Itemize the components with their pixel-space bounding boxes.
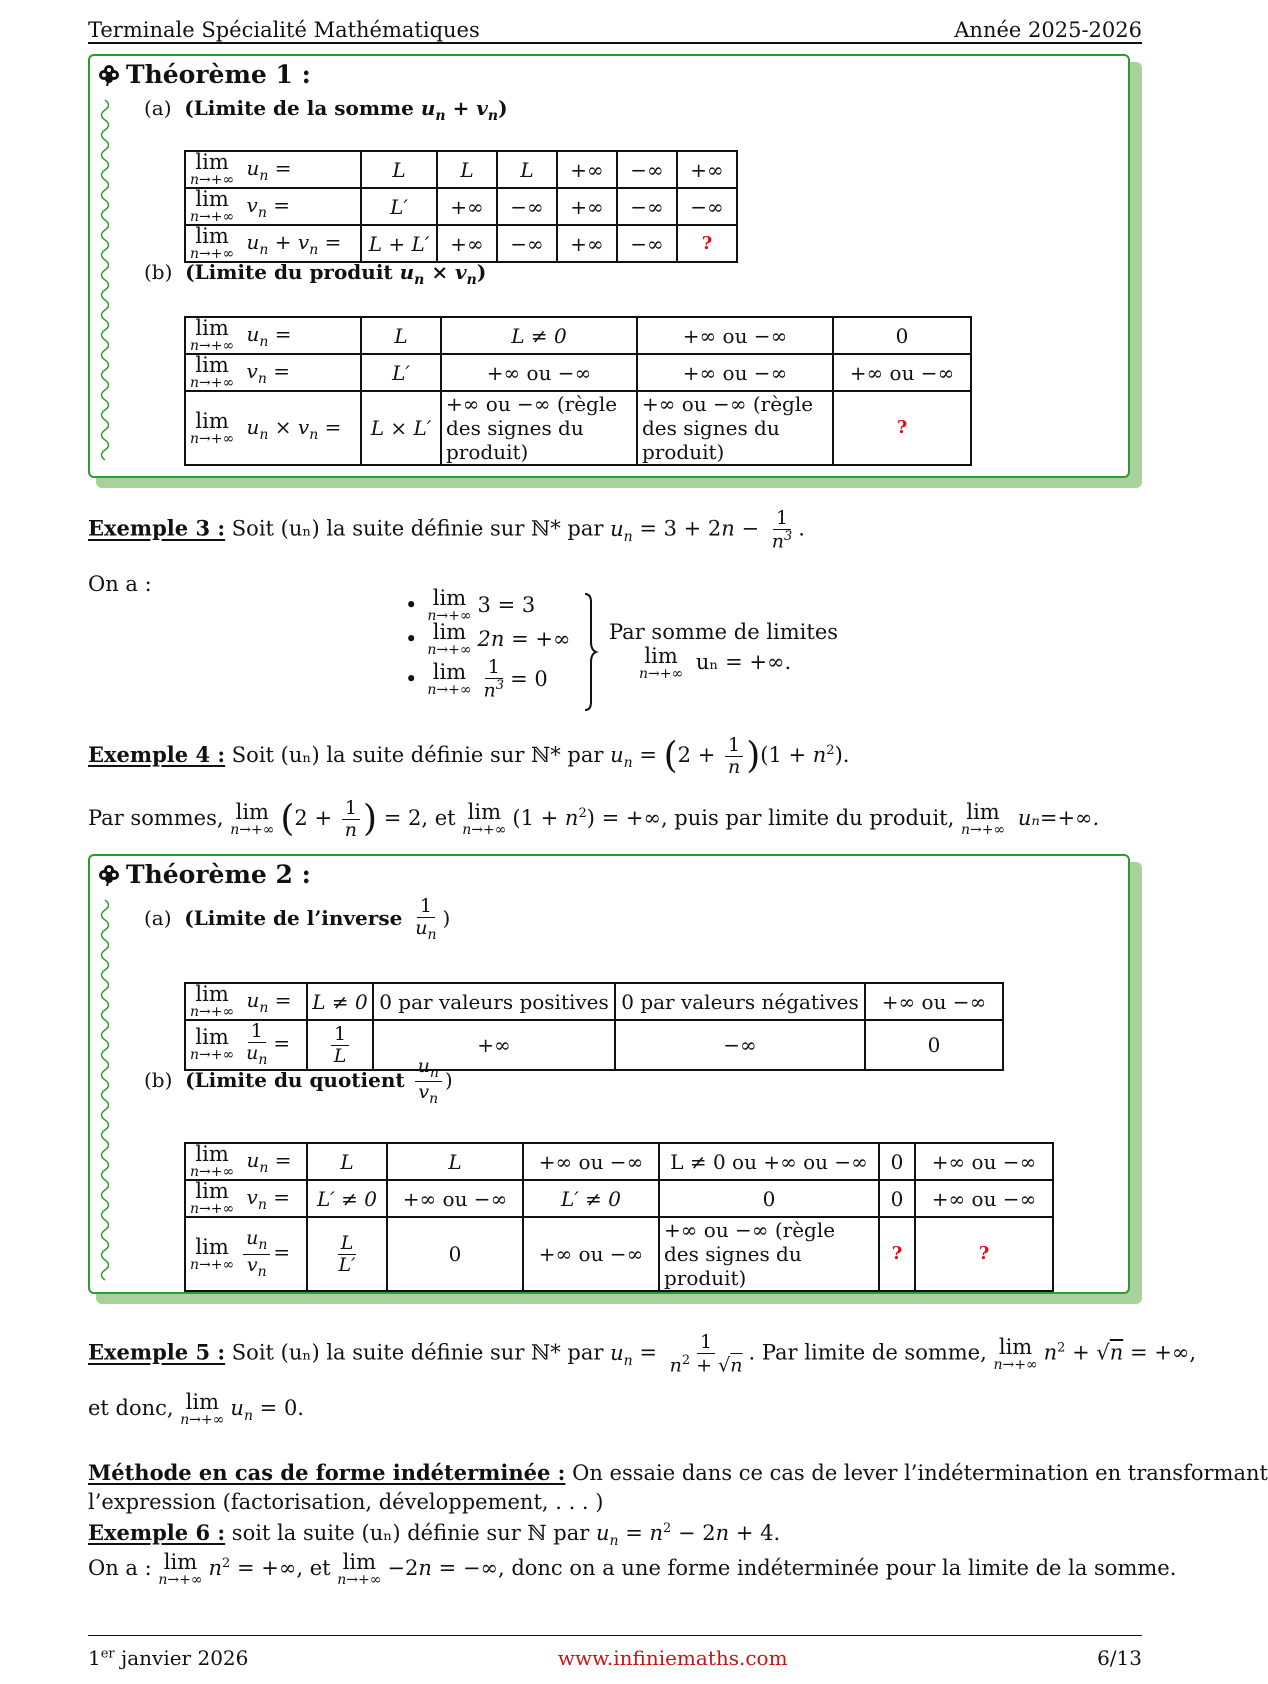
table-row: lim n→+∞ $u_n$ = L L L +∞ −∞ +∞ xyxy=(185,151,737,188)
course-title: Terminale Spécialité Mathématiques xyxy=(88,18,480,42)
table-row: lim n→+∞ $v_n$ = L′ +∞ −∞ +∞ −∞ −∞ xyxy=(185,188,737,225)
table-row: lim n→+∞ $v_n$ = L′ ≠ 0 +∞ ou −∞ L′ ≠ 0 0 0 +∞ ou −∞ xyxy=(185,1180,1053,1217)
example5-conclusion: et donc, lim n→+∞ $u_n = 0$. xyxy=(88,1390,304,1428)
quotient-limit-table xyxy=(184,1142,1054,1292)
theorem1-a-title: (a) (Limite de la somme $u_n + v_n$) xyxy=(144,96,508,124)
page-footer xyxy=(88,1635,1142,1670)
clover-icon xyxy=(98,64,120,86)
example6-statement: Exemple 6 : soit la suite (uₙ) définie sur ℕ par $u_n = n^2 - 2n + 4$. xyxy=(88,1520,781,1550)
zigzag-decoration xyxy=(98,100,112,466)
product-limit-table xyxy=(184,316,972,466)
example5-statement: Exemple 5 : Soit (uₙ) la suite définie sur ℕ* par $u_n$ = $\frac{1}{n^2 + √n}$ . Par limite de somme, lim n→+∞ $n^2 + √n$ = +∞, xyxy=(88,1331,1197,1377)
table-row: lim n→+∞ $u_n$ = L L ≠ 0 +∞ ou −∞ 0 xyxy=(185,317,971,354)
sum-limit-table xyxy=(184,150,738,263)
theorem1-title: Théorème 1 : xyxy=(98,60,311,89)
footer-date: 1er janvier 2026 xyxy=(88,1646,249,1670)
school-year: Année 2025-2026 xyxy=(954,18,1142,42)
list-item: • lim n→+∞ 3 = 3 xyxy=(405,585,536,624)
theorem2-box xyxy=(88,854,1130,1294)
example3-statement: Exemple 3 : Soit (uₙ) la suite définie sur ℕ* par $u_n = 3 + 2n$ − $\frac{1}{n^3}$ . xyxy=(88,507,805,553)
indeterminate-mark: ? xyxy=(833,391,971,465)
table-row: lim n→+∞ $u_n + v_n$ = L + L′ +∞ −∞ +∞ −∞ ? xyxy=(185,225,737,262)
table-row: lim n→+∞ $\frac{u_n}{v_n}$ = $\frac{L}{L'}$ 0 +∞ ou −∞ +∞ ou −∞ (règle des signes du produit) ? ? xyxy=(185,1217,1053,1291)
table-row: lim n→+∞ $u_n$ = L ≠ 0 0 par valeurs positives 0 par valeurs négatives +∞ ou −∞ xyxy=(185,983,1003,1020)
theorem2-title: Théorème 2 : xyxy=(98,860,311,889)
page-number: 6/13 xyxy=(1097,1646,1142,1670)
example3-on-a: On a : xyxy=(88,572,152,596)
website-link[interactable]: www.infiniemaths.com xyxy=(557,1646,788,1670)
right-brace xyxy=(583,592,597,712)
example6-conclusion: On a : lim n→+∞ $n^2$ = +∞, et lim n→+∞ −2n = −∞, donc on a une forme indéterminée pour la limite de la somme. xyxy=(88,1550,1177,1588)
indeterminate-mark: ? xyxy=(677,225,737,262)
table-row: lim n→+∞ $v_n$ = L′ +∞ ou −∞ +∞ ou −∞ +∞ ou −∞ xyxy=(185,354,971,391)
method-paragraph-line2: l’expression (factorisation, développement, . . . ) xyxy=(88,1490,604,1514)
zigzag-decoration xyxy=(98,900,112,1282)
theorem1-b-title: (b) (Limite du produit $u_n \times v_n$) xyxy=(144,260,487,288)
page-header xyxy=(88,12,1142,44)
list-item: • lim n→+∞ 2n = +∞ xyxy=(405,619,571,658)
indeterminate-mark: ? xyxy=(879,1217,915,1291)
theorem1-box xyxy=(88,54,1130,478)
example4-statement: Exemple 4 : Soit (uₙ) la suite définie sur ℕ* par $u_n = (2$ + $\frac{1}{n}$ )$(1 + n^2)$. xyxy=(88,734,850,778)
table-row: lim n→+∞ $\frac{1}{u_n}$ = $\frac{1}{L}$ +∞ −∞ 0 xyxy=(185,1020,1003,1070)
clover-icon xyxy=(98,864,120,886)
indeterminate-mark: ? xyxy=(915,1217,1053,1291)
list-item: • lim n→+∞ $\frac{1}{n^3}$ = 0 xyxy=(405,655,548,702)
example4-conclusion: Par sommes, lim n→+∞ (2 + $\frac{1}{n}$ ) = 2, et lim n→+∞ $(1 + n^2)$ = +∞, puis par limite du produit, lim n→+∞ uₙ=+∞. xyxy=(88,797,1100,841)
theorem2-a-title: (a) (Limite de l’inverse $\frac{1}{u_n}$ ) xyxy=(144,895,451,943)
example3-conclusion: Par somme de limites lim n→+∞ uₙ = +∞. xyxy=(609,620,839,682)
method-paragraph: Méthode en cas de forme indéterminée : On essaie dans ce cas de lever l’indétermination en transformant xyxy=(88,1460,1268,1485)
table-row: lim n→+∞ $u_n$ = L L +∞ ou −∞ L ≠ 0 ou +∞ ou −∞ 0 +∞ ou −∞ xyxy=(185,1143,1053,1180)
table-row: lim n→+∞ $u_n \times v_n$ = L × L′ +∞ ou −∞ (règle des signes du produit) +∞ ou −∞ (règle des signes du produit) ? xyxy=(185,391,971,465)
theorem2-b-title: (b) (Limite du quotient $\frac{u_n}{v_n}$ ) xyxy=(144,1055,453,1107)
example3-limits-list xyxy=(405,585,605,702)
